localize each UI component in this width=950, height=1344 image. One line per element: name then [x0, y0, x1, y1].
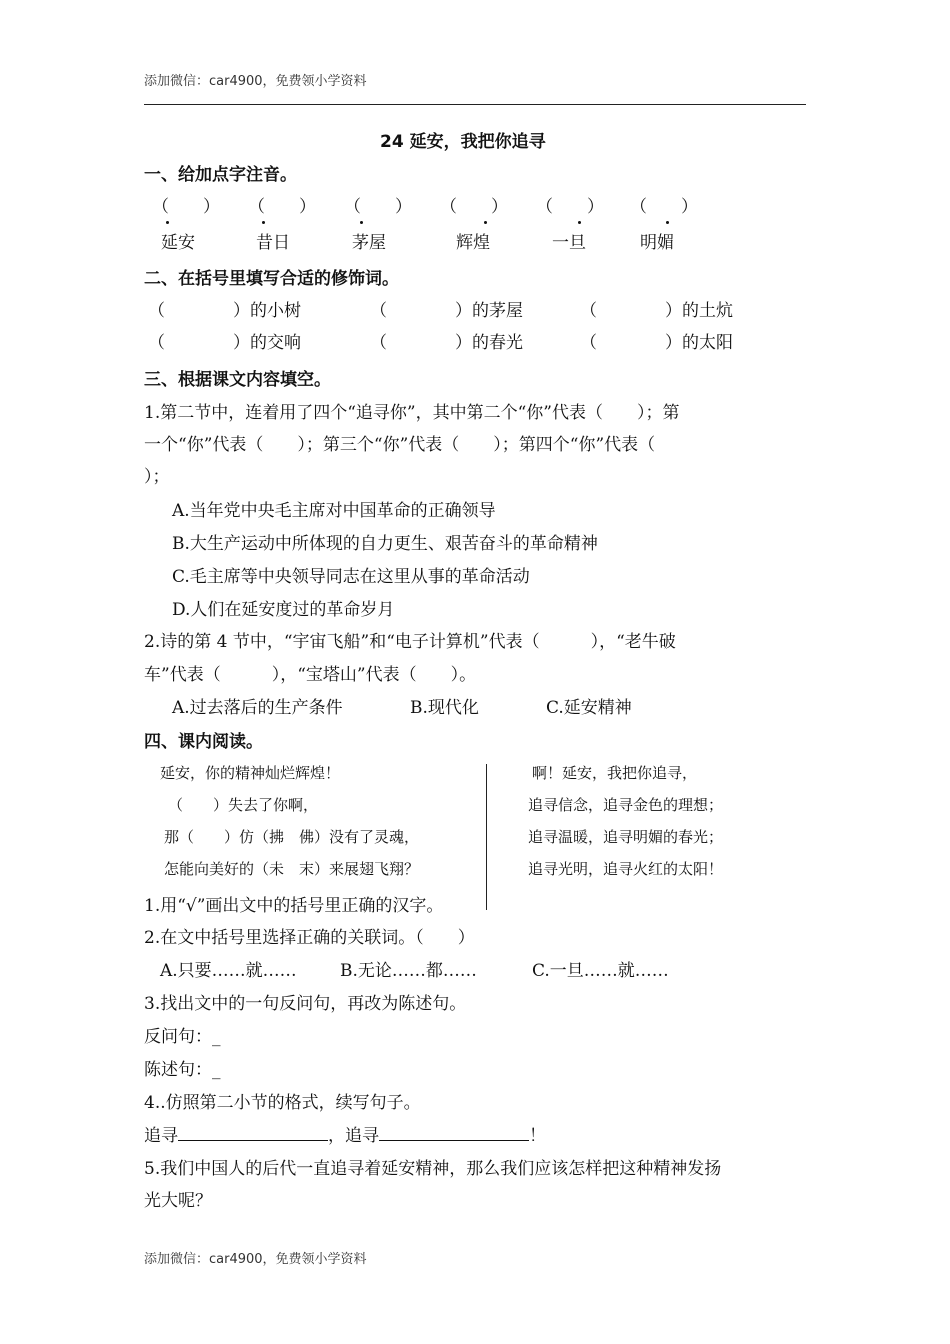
poem-left-line-1: 延安，你的精神灿烂辉煌！	[160, 764, 341, 782]
poem-divider	[486, 764, 487, 910]
word-5: 一旦	[552, 233, 586, 253]
poem-left-line-4: 怎能向美好的（未 末）来展翅飞翔？	[164, 860, 420, 878]
modifier-item: （ ）的交响	[148, 333, 301, 353]
poem-left-line-3: 那（ ）仿（拂 佛）没有了灵魂，	[164, 828, 420, 846]
continuation-line	[144, 1121, 546, 1146]
q2-option-c: C.延安精神	[546, 698, 632, 718]
poem-right-line-1: 啊！延安，我把你追寻，	[532, 764, 698, 782]
option-d: D.人们在延安度过的革命岁月	[172, 600, 395, 620]
word-2: 昔日	[256, 233, 290, 253]
continuation-end: ！	[529, 1126, 546, 1146]
word-6: 明媚	[640, 233, 674, 253]
word-4: 辉煌	[456, 233, 490, 253]
reading-q2-option-a: A.只要……就……	[160, 961, 297, 981]
modifier-item: （ ）的土炕	[580, 301, 733, 321]
continuation-middle: ，追寻	[328, 1126, 379, 1146]
reading-question-5-line-1: 5.我们中国人的后代一直追寻着延安精神，那么我们应该怎样把这种精神发扬	[144, 1159, 722, 1179]
option-b: B.大生产运动中所体现的自力更生、艰苦奋斗的革命精神	[172, 534, 598, 554]
poem-right-line-3: 追寻温暖，追寻明媚的春光；	[528, 828, 724, 846]
question-2-line-1: 2.诗的第 4 节中，“宇宙飞船”和“电子计算机”代表（ ），“老牛破	[144, 632, 676, 652]
section-3-heading: 三、根据课文内容填空。	[144, 370, 331, 390]
reading-q2-option-c: C.一旦……就……	[532, 961, 669, 981]
poem-right-line-4: 追寻光明，追寻火红的太阳！	[528, 860, 724, 878]
section-1-heading: 一、给加点字注音。	[144, 165, 297, 185]
page-header: 添加微信：car4900，免费领小学资料	[144, 74, 367, 89]
option-a: A.当年党中央毛主席对中国革命的正确领导	[172, 501, 496, 521]
pinyin-blank-6: （ ）	[630, 197, 698, 217]
question-1-line-1: 1.第二节中，连着用了四个“追寻你”，其中第二个“你”代表（ ）；第	[144, 403, 680, 423]
emphasis-dot	[262, 221, 265, 224]
modifier-item: （ ）的春光	[370, 333, 523, 353]
pinyin-blank-1: （ ）	[152, 197, 220, 217]
poem-right-line-2: 追寻信念，追寻金色的理想；	[528, 796, 724, 814]
question-1-line-3: ）；	[144, 467, 170, 487]
pinyin-blank-3: （ ）	[344, 197, 412, 217]
modifier-item: （ ）的小树	[148, 301, 301, 321]
fill-blank-2[interactable]	[379, 1126, 529, 1141]
reading-question-4: 4..仿照第二小节的格式，续写句子。	[144, 1093, 421, 1113]
page-footer: 添加微信：car4900，免费领小学资料	[144, 1252, 367, 1267]
reading-q2-option-b: B.无论……都……	[340, 961, 477, 981]
continuation-prefix: 追寻	[144, 1126, 178, 1146]
reading-question-2: 2.在文中括号里选择正确的关联词。（ ）	[144, 928, 475, 948]
emphasis-dot	[484, 221, 487, 224]
emphasis-dot	[666, 221, 669, 224]
emphasis-dot	[166, 221, 169, 224]
reading-question-1: 1.用“√”画出文中的括号里正确的汉字。	[144, 896, 444, 916]
modifier-item: （ ）的太阳	[580, 333, 733, 353]
pinyin-blank-2: （ ）	[248, 197, 316, 217]
q2-option-b: B.现代化	[410, 698, 479, 718]
pinyin-blank-5: （ ）	[536, 197, 604, 217]
reading-question-5-line-2: 光大呢？	[144, 1191, 212, 1211]
option-c: C.毛主席等中央领导同志在这里从事的革命活动	[172, 567, 530, 587]
declarative-answer: 陈述句：_	[144, 1060, 221, 1080]
poem-left-line-2: （ ）失去了你啊，	[168, 796, 319, 814]
question-1-line-2: 一个“你”代表（ ）；第三个“你”代表（ ）；第四个“你”代表（	[144, 435, 656, 455]
reading-question-3: 3.找出文中的一句反问句，再改为陈述句。	[144, 994, 467, 1014]
header-rule	[144, 104, 806, 105]
rhetorical-answer: 反问句：_	[144, 1027, 221, 1047]
word-1: 延安	[161, 233, 195, 253]
section-2-heading: 二、在括号里填写合适的修饰词。	[144, 269, 399, 289]
fill-blank-1[interactable]	[178, 1126, 328, 1141]
modifier-item: （ ）的茅屋	[370, 301, 523, 321]
page-title: 24 延安，我把你追寻	[380, 132, 546, 152]
word-3: 茅屋	[352, 233, 386, 253]
q2-option-a: A.过去落后的生产条件	[172, 698, 343, 718]
emphasis-dot	[360, 221, 363, 224]
emphasis-dot	[578, 221, 581, 224]
section-4-heading: 四、课内阅读。	[144, 732, 263, 752]
question-2-line-2: 车”代表（ ），“宝塔山”代表（ ）。	[144, 665, 477, 685]
pinyin-blank-4: （ ）	[440, 197, 508, 217]
